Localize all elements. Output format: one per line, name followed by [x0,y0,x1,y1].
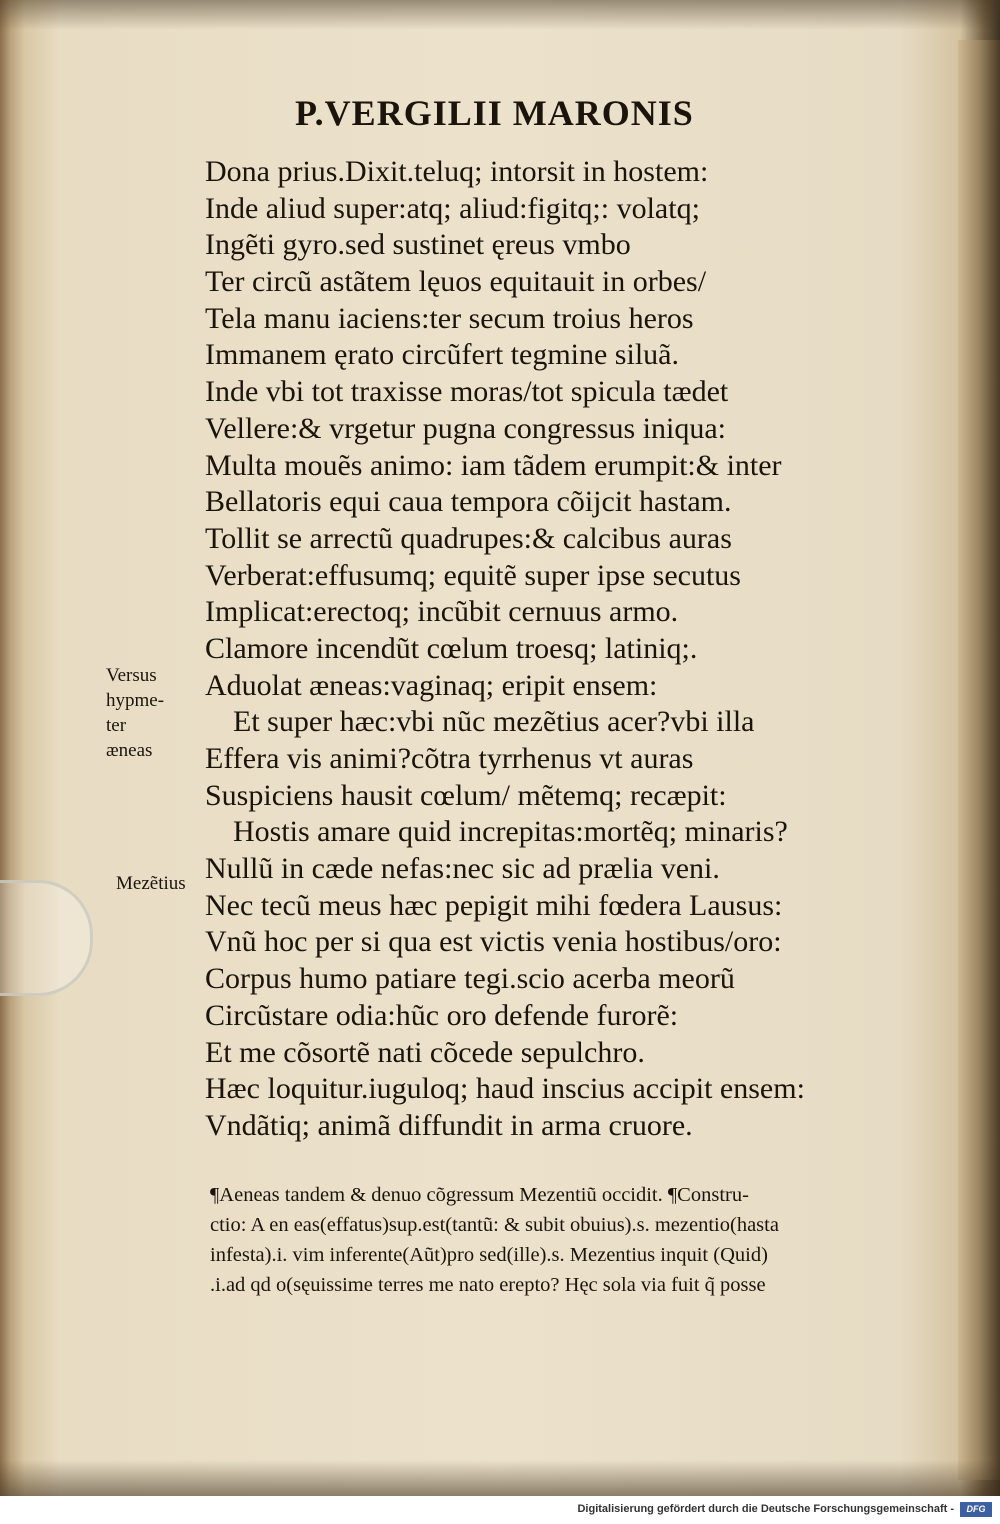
commentary-line: .i.ad qd o(sęuissime terres me nato erepto? Hęc sola via fuit q̃ posse [210,1274,766,1296]
commentary [210,1180,935,1300]
running-head: P.VERGILII MARONIS [295,93,694,133]
top-shadow [0,0,1000,30]
commentary-line: infesta).i. vim inferente(Aũt)pro sed(ille).s. Mezentius inquit (Quid) [210,1244,768,1266]
verse-line: Ter circũ astãtem lęuos equitauit in orbes/ [205,265,707,299]
verse-line: Vellere:& vrgetur pugna congressus iniqua: [205,411,726,445]
verse-text [205,154,925,1145]
verse-line: Implicat:erectoq; incũbit cernuus armo. [205,595,679,629]
marginal-note-line: æneas [106,740,153,761]
marginal-note-line: ter [106,715,127,736]
verse-line: Hæc loquitur.iuguloq; haud inscius accipit ensem: [205,1072,805,1106]
verse-line: Hostis amare quid increpitas:mortẽq; minaris? [233,815,788,849]
commentary-line: ¶Aeneas tandem & denuo cõgressum Mezentiũ occidit. ¶Constru- [210,1184,749,1206]
verse-line: Inde aliud super:atq; aliud:figitq;: volatq; [205,191,700,225]
verse-line: Vndãtiq; animã diffundit in arma cruore. [205,1108,693,1142]
verse-line: Effera vis animi?cõtra tyrrhenus vt auras [205,742,694,775]
commentary-line: ctio: A en eas(effatus)sup.est(tantũ: & subit obuius).s. mezentio(hasta [210,1214,779,1236]
verse-line: Nec tecũ meus hæc pepigit mihi fœdera Lausus: [205,888,783,922]
verse-line: Vnũ hoc per si qua est victis venia hostibus/oro: [205,925,782,959]
verse-line: Verberat:effusumq; equitẽ super ipse secutus [205,558,741,592]
verse-line: Tollit se arrectũ quadrupes:& calcibus auras [205,521,732,555]
bottom-shadow [0,1460,1000,1496]
verse-line: Aduolat æneas:vaginaq; eripit ensem: [205,668,658,702]
marginal-note-line: Versus [106,665,157,686]
verse-line: Immanem ęrato circũfert tegmine siluã. [205,338,679,372]
verse-line: Bellatoris equi caua tempora cõijcit hastam. [205,485,732,519]
verse-line: Nullũ in cæde nefas:nec sic ad prælia veni. [205,852,720,886]
verse-line: Dona prius.Dixit.teluq; intorsit in hostem: [205,155,709,188]
verse-line: Corpus humo patiare tegi.scio acerba meorũ [205,962,735,996]
dfg-logo: DFG [960,1502,992,1517]
speaker-note: Mezẽtius [116,873,186,894]
verse-line: Circũstare odia:hũc oro defende furorẽ: [205,998,679,1032]
verse-line: Tela manu iaciens:ter secum troius heros [205,301,694,335]
facing-page-edge [958,40,1000,1480]
marginal-note [106,663,206,763]
verse-line: Suspiciens hausit cœlum/ mẽtemq; recæpit: [205,778,727,812]
page-clip [0,880,93,996]
marginal-note-line: hypme- [106,690,165,711]
footer-credit: Digitalisierung gefördert durch die Deutsche Forschungsgemeinschaft - [577,1503,954,1515]
verse-line: Inde vbi tot traxisse moras/tot spicula tædet [205,375,729,409]
verse-line: Clamore incendũt cœlum troesq; latiniq;. [205,631,698,665]
verse-line: Et me cõsortẽ nati cõcede sepulchro. [205,1035,645,1069]
footer-bar [0,1496,1000,1524]
verse-line: Et super hæc:vbi nũc mezẽtius acer?vbi illa [233,705,755,739]
verse-line: Multa mouẽs animo: iam tãdem erumpit:& inter [205,448,782,482]
verse-line: Ingẽti gyro.sed sustinet ęreus vmbo [205,228,631,262]
